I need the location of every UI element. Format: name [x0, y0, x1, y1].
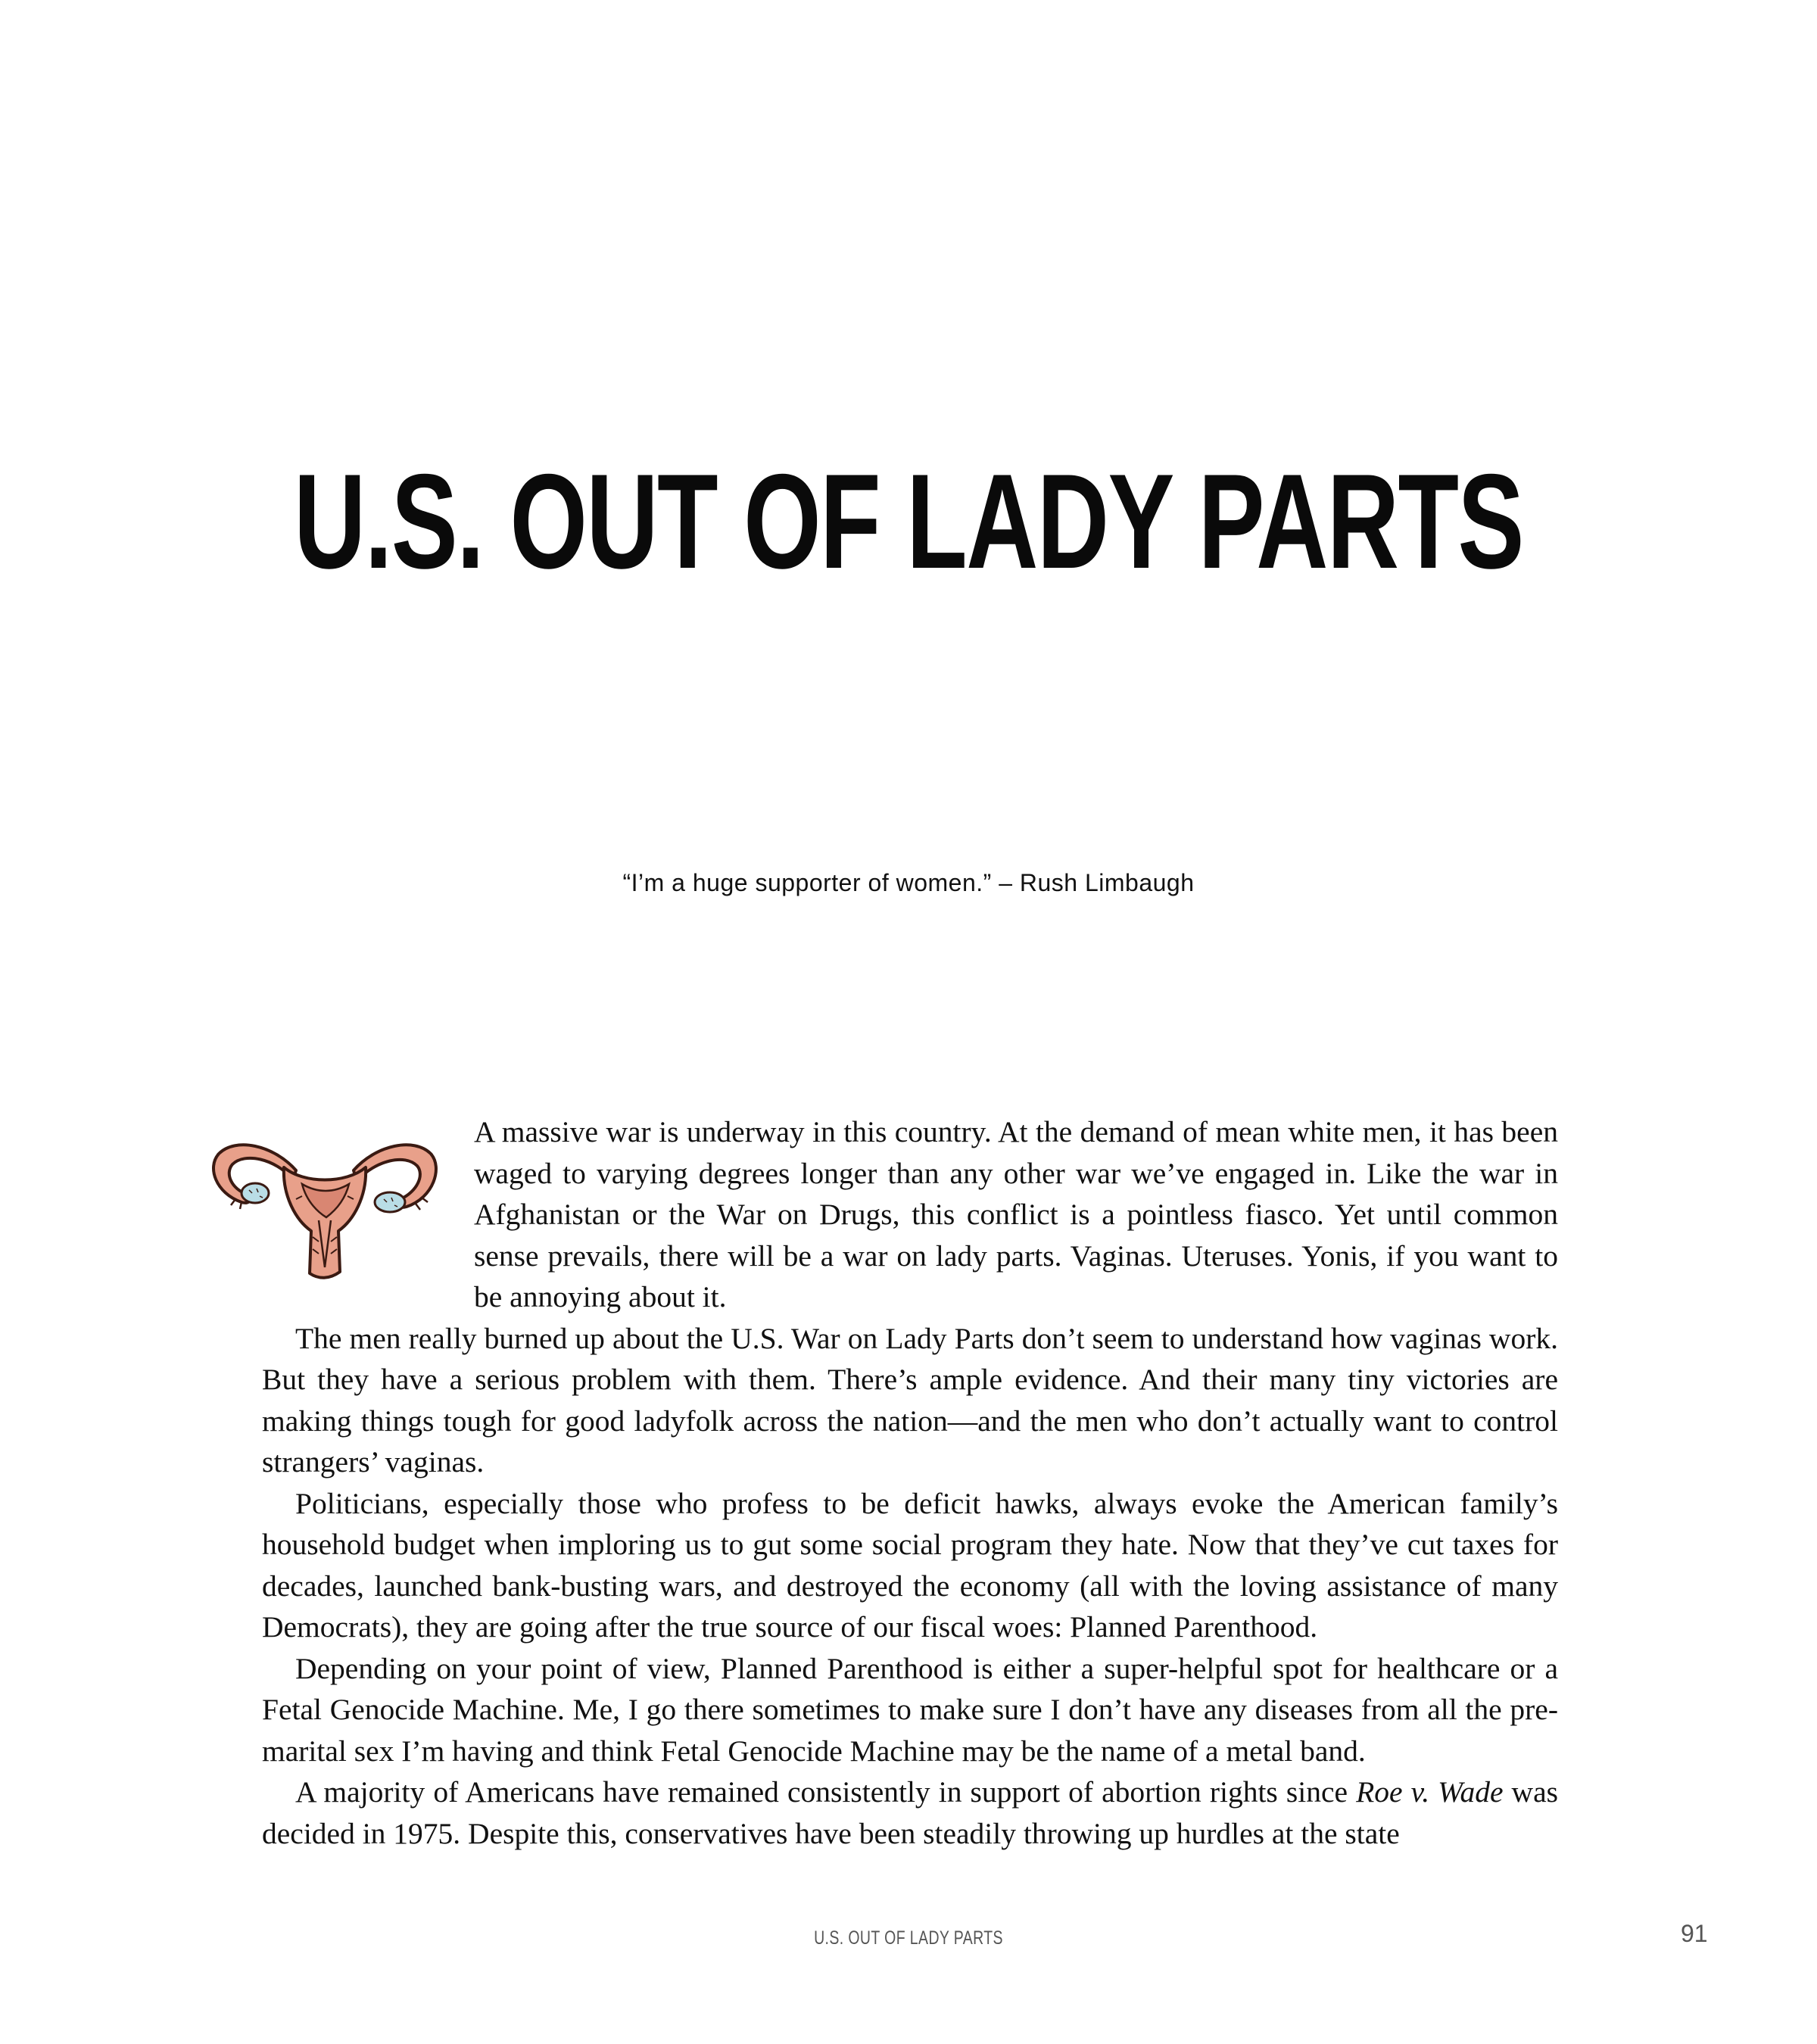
paragraph-4: Depending on your point of view, Planned Parenthood is either a super-helpful spot for healthcare or a Fetal Genocide Machine. Me, I go there sometimes to make sure I don’t have any diseases from all the pre-marital sex I’m having and think Fetal Genocide Machine may be the name of a metal band.: [262, 1651, 1558, 1768]
epigraph-quote: “I’m a huge supporter of women.” – Rush Limbaugh: [622, 869, 1195, 896]
paragraph-5-start: A majority of Americans have remained consistently in support of abortion rights since: [295, 1775, 1357, 1809]
running-footer: U.S. OUT OF LADY PARTS: [814, 1927, 1003, 1949]
paragraph-5: [262, 1771, 1558, 1854]
page-number: 91: [1681, 1920, 1708, 1947]
uterus-illustration-icon: [262, 1111, 453, 1298]
paragraph-2: The men really burned up about the U.S. War on Lady Parts don’t seem to understand how vaginas work. But they have a serious problem with them. There’s ample evidence. And their many tiny victories are making things tough for good ladyfolk across the nation—and the men who don’t actually want to control strangers’ vaginas.: [262, 1321, 1558, 1478]
paragraph-1: A massive war is underway in this country. At the demand of mean white men, it has been waged to varying degrees longer than any other war we’ve engaged in. Like the war in Afghanistan or the War on Drugs, this conflict is a pointless fiasco. Yet until common sense prevails, there will be a war on lady parts. Vaginas. Uteruses. Yonis, if you want to be annoying about it.: [474, 1115, 1558, 1313]
body-text: [262, 1111, 1558, 1854]
chapter-title: U.S. OUT OF LADY PARTS: [294, 446, 1523, 597]
case-name-italic: Roe v. Wade: [1356, 1775, 1504, 1809]
paragraph-3: Politicians, especially those who profess to be deficit hawks, always evoke the American family’s household budget when imploring us to gut some social program they hate. Now that they’ve cut taxes for decades, launched bank-busting wars, and destroyed the economy (all with the loving assistance of many Democrats), they are going after the true source of our fiscal woes: Planned Parenthood.: [262, 1486, 1558, 1644]
paragraph-5-end: was decided in 1975. Despite this, conservatives have been steadily throwing up hurdles at the state: [262, 1775, 1558, 1850]
